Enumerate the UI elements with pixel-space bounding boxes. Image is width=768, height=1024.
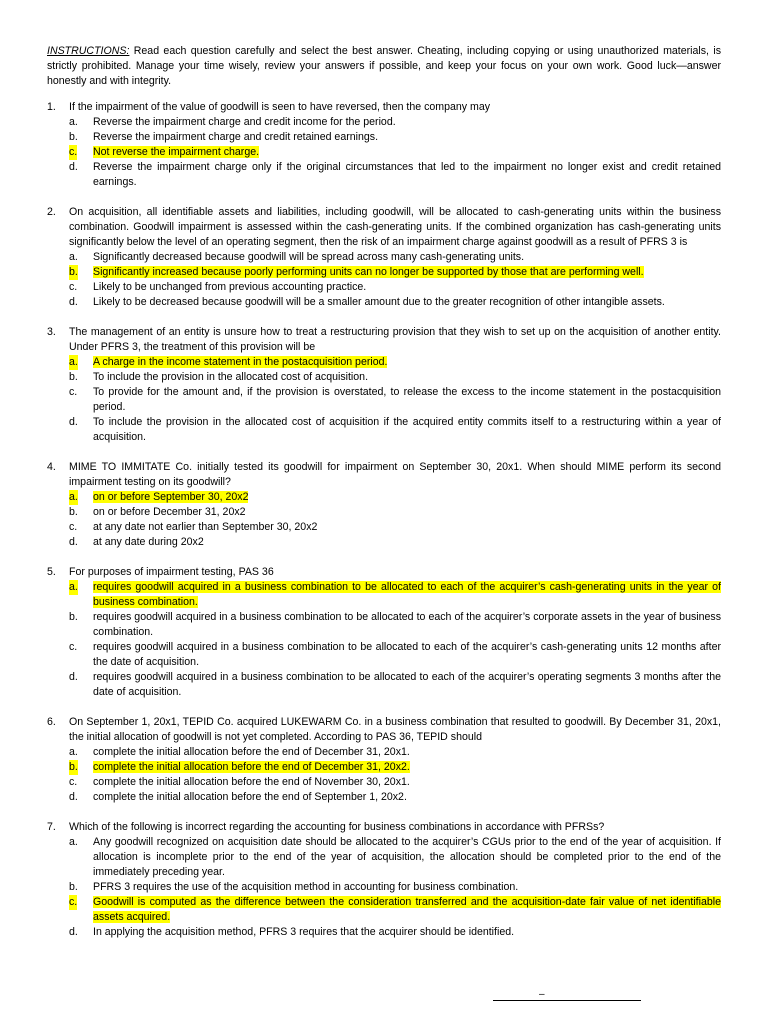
question-number: 5. <box>47 566 56 578</box>
question-1 <box>47 100 721 190</box>
choice-content <box>93 281 366 293</box>
choice-text: In applying the acquisition method, PFRS 3 requires that the acquirer should be identified. <box>93 926 515 938</box>
instructions-text: Read each question carefully and select the best answer. Cheating, including copying or using unauthorized materials, is strictly prohibited. Manage your time wisely, review your answers if possible, and keep your focus on your own work. Good luck—answer honestly and with integrity. <box>47 45 721 87</box>
choice-text: To include the provision in the allocated cost of acquisition. <box>93 371 369 383</box>
answer-highlight <box>93 356 387 368</box>
choice-letter: a. <box>69 116 78 128</box>
choice-d <box>69 925 721 940</box>
choice-text: at any date not earlier than September 30, 20x2 <box>93 521 318 533</box>
choice-letter: a. <box>69 581 78 593</box>
choice-d <box>69 160 721 190</box>
choice-letter: c. <box>69 281 78 293</box>
question-4 <box>47 460 721 550</box>
choice-text: Significantly increased because poorly performing units can no longer be supported by those that are performing well. <box>93 266 644 278</box>
choice-text: Reverse the impairment charge only if the original circumstances that led to the impairment no longer exist and credit retained earnings. <box>93 161 721 188</box>
choice-letter: a. <box>69 836 78 848</box>
question-number: 1. <box>47 101 56 113</box>
choice-text: Any goodwill recognized on acquisition date should be allocated to the acquirer’s CGUs prior to the end of the year of acquisition. If allocation is incomplete prior to the end of the year of acquisition, the allocation should be completed prior to the end of the immediately preceding year. <box>93 836 721 878</box>
signature-mark: – <box>539 989 545 1000</box>
choice-b <box>69 130 721 145</box>
choice-letter: b. <box>69 506 78 518</box>
question-number: 6. <box>47 716 56 728</box>
choice-b <box>69 370 721 385</box>
choice-letter: c. <box>69 641 78 653</box>
answer-highlight <box>93 146 259 158</box>
choice-d <box>69 790 721 805</box>
choice-text: requires goodwill acquired in a business combination to be allocated to each of the acquirer’s operating segments 3 months after the date of acquisition. <box>93 671 721 698</box>
choice-text: Likely to be unchanged from previous accounting practice. <box>93 281 367 293</box>
choice-c <box>69 385 721 415</box>
choice-content <box>93 161 721 188</box>
question-stem: On September 1, 20x1, TEPID Co. acquired LUKEWARM Co. in a business combination that resulted to goodwill. By December 31, 20x1, the initial allocation of goodwill is not yet completed. According to PAS 36, TEPID should <box>69 716 721 743</box>
choice-text: requires goodwill acquired in a business combination to be allocated to each of the acquirer’s cash-generating units 12 months after the date of acquisition. <box>93 641 721 668</box>
choice-a <box>69 580 721 610</box>
choice-b <box>69 610 721 640</box>
choice-text: requires goodwill acquired in a business combination to be allocated to each of the acquirer’s corporate assets in the year of business combination. <box>93 611 721 638</box>
choice-d <box>69 415 721 445</box>
choice-letter: d. <box>69 416 78 428</box>
question-2 <box>47 205 721 310</box>
choice-a <box>69 355 721 370</box>
choice-content <box>93 506 246 518</box>
choice-content <box>93 131 378 143</box>
choice-text: A charge in the income statement in the postacquisition period. <box>93 356 388 368</box>
choice-a <box>69 745 721 760</box>
choice-c <box>69 280 721 295</box>
choice-d <box>69 670 721 700</box>
question-stem: On acquisition, all identifiable assets and liabilities, including goodwill, will be allocated to cash-generating units within the business combination. Goodwill impairment is assessed within the cash-generating units. If the combined organization has cash-generating units significantly below the level of an operating segment, then the risk of an impairment charge against goodwill as a result of PFRS 3 is <box>69 206 721 248</box>
choice-text: on or before September 30, 20x2 <box>93 491 249 503</box>
instructions-paragraph <box>47 44 721 89</box>
choice-a <box>69 490 721 505</box>
choice-letter: d. <box>69 536 78 548</box>
choice-letter: d. <box>69 671 78 683</box>
choice-content <box>93 386 721 413</box>
choice-content <box>93 836 721 878</box>
question-stem: For purposes of impairment testing, PAS 36 <box>69 566 274 578</box>
choice-letter: a. <box>69 356 78 368</box>
choice-letter: d. <box>69 161 78 173</box>
choice-b <box>69 505 721 520</box>
answer-highlight <box>93 896 721 923</box>
choice-content <box>93 641 721 668</box>
choice-text: To include the provision in the allocated cost of acquisition if the acquired entity commits itself to a restructuring within a year of acquisition. <box>93 416 721 443</box>
choice-text: requires goodwill acquired in a business combination to be allocated to each of the acquirer’s cash-generating units in the year of business combination. <box>93 581 721 608</box>
question-stem: If the impairment of the value of goodwill is seen to have reversed, then the company may <box>69 101 491 113</box>
choice-letter: a. <box>69 746 78 758</box>
choice-text: Likely to be decreased because goodwill will be a smaller amount due to the greater recognition of other intangible assets. <box>93 296 665 308</box>
question-number: 4. <box>47 461 56 473</box>
choice-content <box>93 296 665 308</box>
choice-letter: b. <box>69 131 78 143</box>
choice-a <box>69 250 721 265</box>
choice-c <box>69 775 721 790</box>
exam-page <box>47 44 721 955</box>
choice-letter: b. <box>69 881 78 893</box>
choice-content <box>93 791 407 803</box>
question-list <box>47 100 721 940</box>
question-stem: The management of an entity is unsure how to treat a restructuring provision that they wish to set up on the acquisition of another entity. Under PFRS 3, the treatment of this provision will be <box>69 326 721 353</box>
choice-b <box>69 265 721 280</box>
choice-letter: c. <box>69 386 78 398</box>
answer-highlight <box>93 491 248 503</box>
question-6 <box>47 715 721 805</box>
choice-content <box>93 746 410 758</box>
question-stem: Which of the following is incorrect regarding the accounting for business combinations in accordance with PFRSs? <box>69 821 605 833</box>
choice-letter: a. <box>69 251 78 263</box>
choice-letter: c. <box>69 146 78 158</box>
choice-text: complete the initial allocation before the end of December 31, 20x1. <box>93 746 410 758</box>
choice-letter: d. <box>69 296 78 308</box>
choice-c <box>69 895 721 925</box>
question-3 <box>47 325 721 445</box>
choice-content <box>93 611 721 638</box>
choice-a <box>69 835 721 880</box>
question-number: 7. <box>47 821 56 833</box>
question-stem: MIME TO IMMITATE Co. initially tested its goodwill for impairment on September 30, 20x1. When should MIME perform its second impairment testing on its goodwill? <box>69 461 721 488</box>
answer-highlight <box>93 761 410 773</box>
choice-letter: c. <box>69 521 78 533</box>
choice-letter: d. <box>69 791 78 803</box>
choice-text: Reverse the impairment charge and credit retained earnings. <box>93 131 379 143</box>
choice-letter: b. <box>69 266 78 278</box>
choice-letter: c. <box>69 776 78 788</box>
choice-text: complete the initial allocation before the end of September 1, 20x2. <box>93 791 407 803</box>
choice-content <box>93 251 524 263</box>
choice-c <box>69 145 721 160</box>
choice-text: at any date during 20x2 <box>93 536 204 548</box>
choice-text: Goodwill is computed as the difference between the consideration transferred and the acquisition-date fair value of net identifiable assets acquired. <box>93 896 721 923</box>
answer-highlight <box>93 266 644 278</box>
choice-d <box>69 295 721 310</box>
choice-text: Reverse the impairment charge and credit income for the period. <box>93 116 396 128</box>
instructions-label: INSTRUCTIONS: <box>47 45 130 57</box>
choice-b <box>69 880 721 895</box>
choice-text: Significantly decreased because goodwill will be spread across many cash-generating units. <box>93 251 525 263</box>
choice-content <box>93 671 721 698</box>
choice-text: complete the initial allocation before the end of December 31, 20x2. <box>93 761 410 773</box>
choice-b <box>69 760 721 775</box>
answer-highlight <box>93 581 721 608</box>
choice-letter: b. <box>69 611 78 623</box>
choice-letter: d. <box>69 926 78 938</box>
choice-c <box>69 640 721 670</box>
choice-letter: a. <box>69 491 78 503</box>
choice-d <box>69 535 721 550</box>
signature-line <box>493 1000 641 1001</box>
choice-letter: b. <box>69 371 78 383</box>
choice-content <box>93 536 204 548</box>
question-number: 3. <box>47 326 56 338</box>
choice-letter: b. <box>69 761 78 773</box>
choice-text: To provide for the amount and, if the provision is overstated, to release the excess to the income statement in the postacquisition period. <box>93 386 721 413</box>
choice-content <box>93 116 396 128</box>
choice-content <box>93 776 410 788</box>
choice-a <box>69 115 721 130</box>
choice-content <box>93 416 721 443</box>
choice-content <box>93 881 518 893</box>
choice-c <box>69 520 721 535</box>
choice-content <box>93 521 317 533</box>
question-number: 2. <box>47 206 56 218</box>
choice-content <box>93 926 514 938</box>
choice-text: on or before December 31, 20x2 <box>93 506 246 518</box>
question-7 <box>47 820 721 940</box>
choice-text: PFRS 3 requires the use of the acquisition method in accounting for business combination. <box>93 881 519 893</box>
choice-text: complete the initial allocation before the end of November 30, 20x1. <box>93 776 410 788</box>
choice-text: Not reverse the impairment charge. <box>93 146 260 158</box>
question-5 <box>47 565 721 700</box>
choice-content <box>93 371 368 383</box>
choice-letter: c. <box>69 896 78 908</box>
